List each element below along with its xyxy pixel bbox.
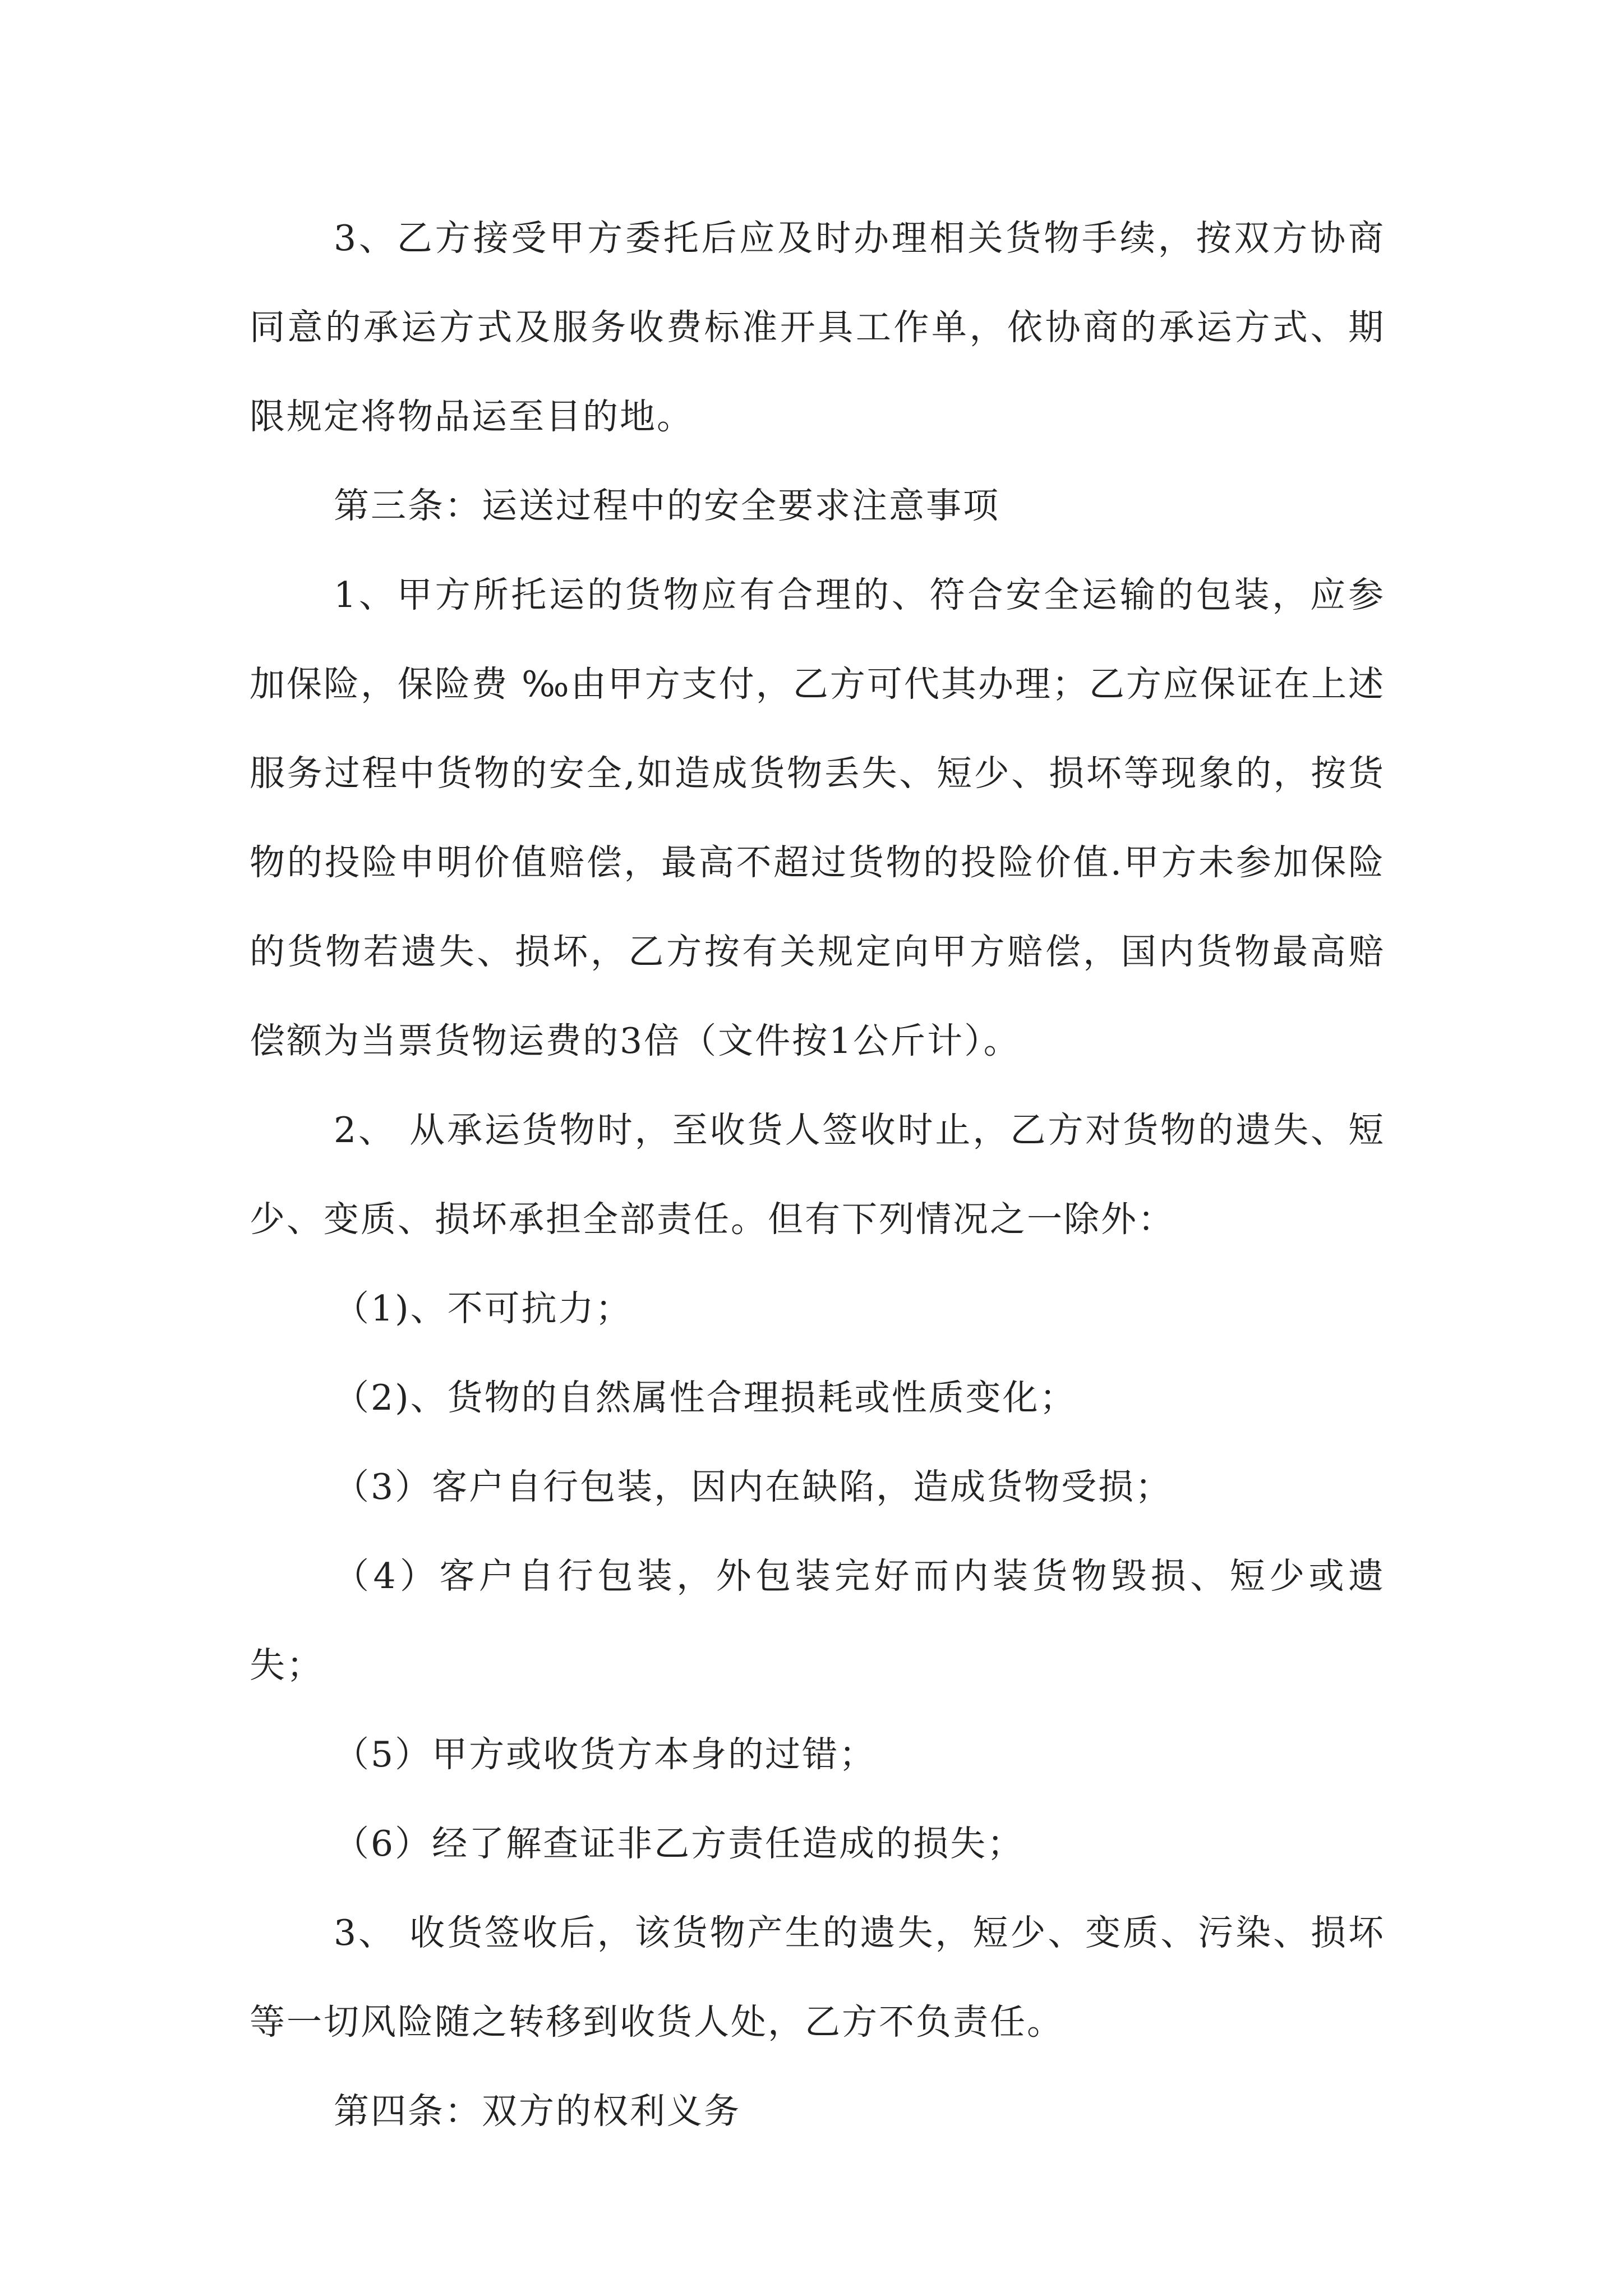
exception-item-1: （1)、不可抗力； [334, 1288, 633, 1329]
heading-article-4: 第四条：双方的权利义务 [334, 2091, 741, 2132]
exception-item-2: （2)、货物的自然属性合理损耗或性质变化； [334, 1377, 1077, 1418]
paragraph-clause-2-item-3: 3、乙方接受甲方委托后应及时办理相关货物手续，按双方协商同意的承运方式及服务收费标准开具工作单，依协商的承运方式、期限规定将物品运至目的地。 [250, 218, 1385, 437]
document-body [250, 194, 1385, 2156]
paragraph-article-3-item-3: 3、 收货签收后，该货物产生的遗失，短少、变质、污染、损坏等一切风险随之转移到收货人处，乙方不负责任。 [250, 1912, 1385, 2042]
exception-item-4: （4）客户自行包装，外包装完好而内装货物毁损、短少或遗失； [250, 1556, 1385, 1686]
exception-item-6: （6）经了解查证非乙方责任造成的损失； [334, 1823, 1025, 1864]
exception-item-3: （3）客户自行包装，因内在缺陷，造成货物受损； [334, 1466, 1173, 1507]
paragraph-article-3-item-2: 2、 从承运货物时，至收货人签收时止，乙方对货物的遗失、短少、变质、损坏承担全部责任。但有下列情况之一除外： [250, 1110, 1385, 1240]
heading-article-3: 第三条：运送过程中的安全要求注意事项 [334, 485, 1000, 526]
exception-item-5: （5）甲方或收货方本身的过错； [334, 1734, 877, 1775]
paragraph-article-3-item-1: 1、甲方所托运的货物应有合理的、符合安全运输的包装，应参加保险，保险费 ‰由甲方支付，乙方可代其办理；乙方应保证在上述服务过程中货物的安全,如造成货物丢失、短少、损坏等现象的，按货物的投险申明价值赔偿，最高不超过货物的投险价值.甲方未参加保险的货物若遗失、损坏，乙方按有关规定向甲方赔偿，国内货物最高赔偿额为当票货物运费的3倍（文件按1公斤计）。 [250, 574, 1385, 1061]
